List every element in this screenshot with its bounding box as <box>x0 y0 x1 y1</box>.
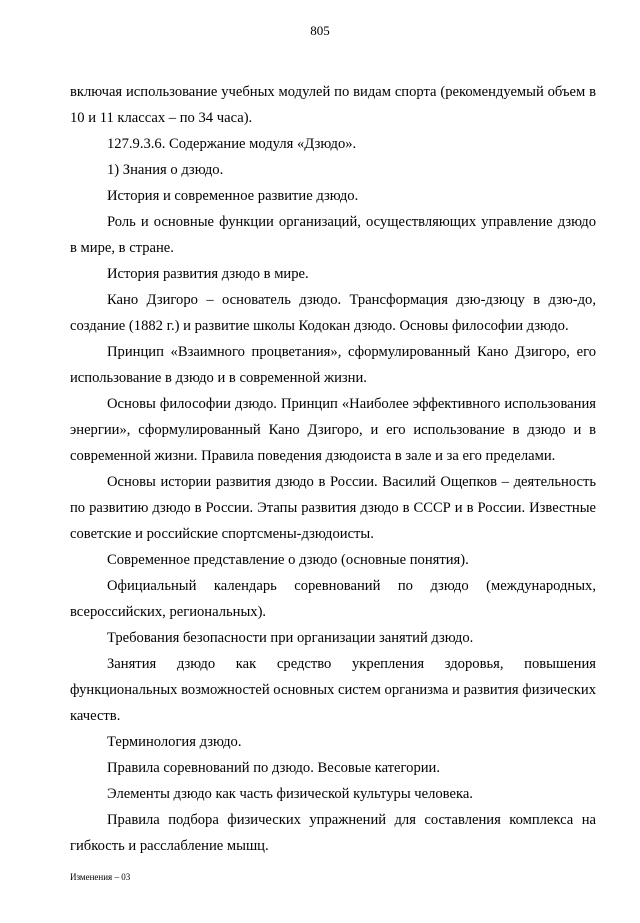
paragraph: История развития дзюдо в мире. <box>107 266 309 282</box>
paragraph: Правила соревнований по дзюдо. Весовые категории. <box>107 760 441 776</box>
paragraph: Требования безопасности при организации занятий дзюдо. <box>107 630 474 646</box>
page-number: 805 <box>310 23 330 38</box>
paragraph: Роль и основные функции организаций, осуществляющих управление дзюдо в мире, в стране. <box>70 214 596 256</box>
document-body <box>70 79 596 859</box>
paragraph: Кано Дзигоро – основатель дзюдо. Трансформация дзю-дзюцу в дзю-до, создание (1882 г.) и развитие школы Кодокан дзюдо. Основы философии дзюдо. <box>70 292 596 334</box>
paragraph: Правила подбора физических упражнений для составления комплекса на гибкость и расслабление мышц. <box>70 812 596 854</box>
paragraph: Современное представление о дзюдо (основные понятия). <box>107 552 469 568</box>
paragraph: Основы философии дзюдо. Принцип «Наиболее эффективного использования энергии», сформулированный Кано Дзигоро, и его использование в дзюдо и в современной жизни. Правила поведения дзюдоиста в зале и за его пределами. <box>70 396 596 464</box>
paragraph: Элементы дзюдо как часть физической культуры человека. <box>107 786 473 802</box>
paragraph: 1) Знания о дзюдо. <box>107 162 224 178</box>
paragraph: включая использование учебных модулей по видам спорта (рекомендуемый объем в 10 и 11 классах – по 34 часа). <box>70 84 596 126</box>
paragraph: Принцип «Взаимного процветания», сформулированный Кано Дзигоро, его использование в дзюдо и в современной жизни. <box>70 344 596 386</box>
paragraph: Терминология дзюдо. <box>107 734 242 750</box>
paragraph: 127.9.3.6. Содержание модуля «Дзюдо». <box>107 136 357 152</box>
footer-revision-note: Изменения – 03 <box>70 872 131 882</box>
paragraph: Официальный календарь соревнований по дзюдо (международных, всероссийских, региональных). <box>70 578 596 620</box>
paragraph: Занятия дзюдо как средство укрепления здоровья, повышения функциональных возможностей основных систем организма и развития физических качеств. <box>70 656 596 724</box>
paragraph: История и современное развитие дзюдо. <box>107 188 359 204</box>
paragraph: Основы истории развития дзюдо в России. Василий Ощепков – деятельность по развитию дзюдо в России. Этапы развития дзюдо в СССР и в России. Известные советские и российские спортсмены-дзюдоисты. <box>70 474 596 542</box>
